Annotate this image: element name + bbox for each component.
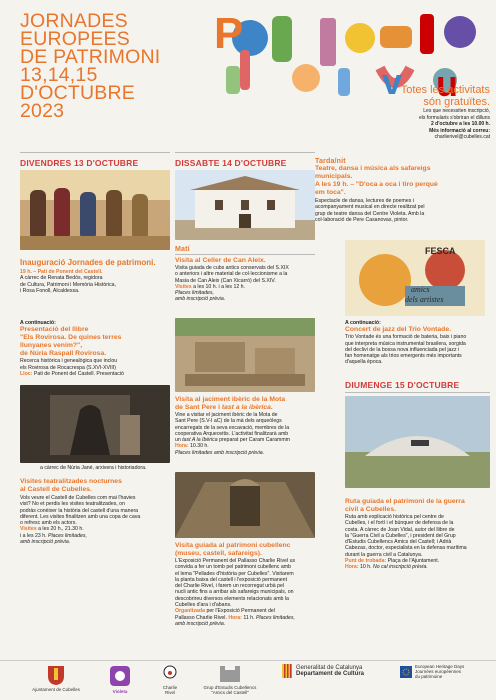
intro-label: A continuació: [345,320,381,326]
logo-grup-estudis [200,664,260,695]
text-line: o anteriors i altre material de col·leccionisme a la [175,271,288,278]
section-title: municipals. [315,173,353,180]
text-line: o refresc amb els actors. [20,520,77,527]
museum-image [175,472,315,538]
text-line: grup de teatre dansa del Centre Violeta. Amb la [315,210,425,217]
text-line: acompanyament musical en directe realitzat pel [315,204,425,211]
text-line: No cal inscripció prèvia. [373,564,428,571]
section-celler [175,246,315,303]
castle-icon [218,664,242,684]
text-line: per l'Exposició Permanent del [206,608,275,615]
logo-label: "Amics del Castell" [211,690,249,695]
section-jaciment [175,396,315,456]
section-jazz-concert [345,320,490,366]
text-line: amb inscripció prèvia. [175,620,226,627]
time-place: 19 h. – Pati de Ponent del Castell. [20,269,103,275]
day-header-friday: DIVENDRES 13 D'OCTUBRE [20,158,139,168]
text-line: d'aquella època. [345,359,383,366]
text-line: del declivi de la bossa nova influenciada pel jazz i [345,346,460,353]
section-civil-war-route [345,498,490,571]
section-title: tast a la ibèrica. [221,404,273,411]
section-inauguracio [20,258,170,294]
section-title: de Núria Raspall Rovirosa. [20,350,107,358]
text-line: 10 h. [360,564,372,571]
section-guided-visit [175,542,315,627]
text-line: i Rosa Fonoll, Alcaldessa. [20,287,80,294]
logo-ajuntament [28,664,84,692]
text-line: podràs conèixer la història del castell d'una manera [20,507,139,514]
section-title: Visita guiada al patrimoni cubellenc [175,542,291,549]
poster-image [345,240,485,316]
text-line: amb inscripció prèvia. [20,539,71,546]
image-caption: a càrrec de Núria Jané, arxivera i historiadora. [40,465,147,471]
text-line: col·laboració de Pere Casanovas, pintor. [315,216,409,223]
logo-label: Generalitat de Catalunya [296,665,363,671]
text-line: de Cultura, Patrimoni i Memòria Històrica, [20,281,116,288]
logo-label: Grup d'Estudis Cubellencs [203,685,257,690]
divider [175,152,315,153]
text-line: 10.30 h. [190,443,209,450]
section-title: llunyanes venim?", [20,342,83,350]
note-line: Les que necessiten inscripció, [423,108,490,114]
logo-label: Charlie [162,685,178,690]
registration-note [330,108,490,141]
event-title [20,12,200,120]
poster-text: amics [411,285,430,294]
text-line: Vine a visitar el jaciment ibèric de la Mota de [175,412,278,418]
senyera-icon [282,664,292,678]
evening-label: Tarda/nit [315,158,346,165]
visits-label: Visites [20,526,37,533]
text-line: Cabezas, doctor, especialista en la defensa marítima [345,545,467,552]
section-title: civil a Cubelles. [345,506,396,513]
text-line: vist? No et perdis les visites teatralitzades, on [20,501,125,508]
clown-icon [161,664,179,684]
text-line: costa. A càrrec de Joan Vidal, autor del llibre de [345,526,455,533]
divider [20,152,170,153]
contact-email[interactable]: charlierivel@cubelles.cat [434,134,490,140]
coat-of-arms-icon [46,664,66,686]
text-line: i a les 23 h. [20,532,47,539]
day-header-saturday: DISSABTE 14 D'OCTUBRE [175,158,287,168]
text-line: A càrrec de Renata Bedós, regidora [20,275,103,282]
text-line: que interpreta música instrumental brasilera, sorgida [345,340,466,347]
logo-label: Departament de Cultura [296,671,365,677]
text-line: 11 h. [243,614,255,621]
text-line: Visita guiada de cubs antics conservats del S.XIX [175,265,289,271]
section-book-presentation [20,320,170,377]
text-line: tast A la Ibèrica [182,437,218,444]
logo-label: Rivel [164,690,175,695]
text-line: fan homenatge als trios emergents més importants [345,353,462,360]
text-line: Recerca històrica i genealògica que inclou [20,358,118,365]
text-line: diferent. Les visites finalitzen amb una copa de cava [20,513,141,520]
meeting-point-label: Punt de trobada: [345,558,387,565]
title-line: D'OCTUBRE [20,82,135,104]
logo-label: Journées européennes [415,669,462,674]
logo-violeta [100,664,140,694]
text-line: del Charlie Rivel, i farem un recorregut urbà pel [175,583,284,590]
title-line: EUROPEES [20,28,130,50]
text-line: Masia de Can Aleix (Can Xicarró) del S.XIV. [175,277,276,284]
text-line: Pallasso Charlie Rivel. [175,614,227,621]
note-line: 2 d'octubre a les 10.00 h. [431,121,490,127]
text-line: a les 20 h., 21.30 h. [38,526,84,533]
day-header-sunday: DIUMENGE 15 D'OCTUBRE [345,380,460,390]
title-line: JORNADES [20,10,128,32]
text-line: Vols veure el Castell de Cubelles com mai l'havies [20,495,136,501]
section-title: Teatre, dansa i música als safareigs [315,165,431,172]
section-title: al Castell de Cubelles. [20,486,92,493]
section-theatrical-visits [20,478,170,545]
section-title: A les 19 h. – "D'oca a oca i tiro perquè [315,181,438,188]
text-line: Plaça de l'Ajuntament. [387,558,440,565]
masia-image [175,170,315,240]
bunker-image [345,396,490,488]
text-line: cooperativa Arqueovitis. L'activitat finalitzarà amb [175,430,289,437]
text-line: Cubelles, i el fortí i el búnquer de defensa de la [345,520,454,527]
text-line: Pati de Ponent del Castell. Presentació [33,370,124,377]
title-line: 2023 [20,100,65,122]
note-line: Més informació al correu: [429,127,490,134]
text-line: la planta baixa del castell i l'exposició permanent [175,576,288,583]
morning-label: Matí [175,246,190,253]
logo-letter: P [214,9,244,58]
logo-letter: v [382,61,403,100]
intro-label: A continuació: [20,320,56,326]
poster-text: FESCA [425,246,456,256]
section-title: Visites teatralitzades nocturnes [20,478,122,485]
section-title: Ruta guiada el patrimoni de la guerra [345,498,465,505]
text-line: la "Guerra Civil a Cubelles", i president del Grup [345,532,456,539]
text-line: Espectacle de dansa, lectures de poemes i [315,198,414,204]
section-title: de Sant Pere i [175,404,220,411]
logo-label: Violeta [112,689,128,694]
violeta-icon [108,664,132,688]
section-title: Visita al Celler de Can Aleix. [175,257,266,264]
text-line: d'Estudis Cubellencs Amics del Castell; i Adrià [345,539,452,546]
text-line: el lema "Pellades d'història per Cubelles". Visitarem [175,570,294,577]
logo-letter: u [436,63,458,100]
divider [345,392,490,393]
time-label: Hora: [228,614,242,621]
text-line: Sant Pere (S.V-I aC) de la mà dels arqueòlegs [175,418,282,425]
text-line: els Rovirosa de Rocacrespa (S.XVI-XVIII) [20,364,117,371]
logo-label: Ajuntament de Cubelles [32,687,80,692]
eu-flag-icon [400,666,412,678]
text-line: durant la guerra civil a Catalunya. [345,551,423,558]
text-line: amb inscripció prèvia. [175,296,226,303]
visits-label: Visites [175,283,192,290]
place-label: Lloc: [20,370,33,377]
text-line: preparat per Caram Carammm [219,437,290,444]
section-title: Concert de jazz del Trio Vontade. [345,326,451,334]
section-title: em toca". [315,189,346,196]
section-safareigs [315,158,485,223]
text-line: Cubelles d'ara i d'abans. [175,602,232,609]
title-line: 13,14,15 [20,64,98,86]
free-activities-note: Totes les activitats són gratuïtes. [400,84,490,108]
section-title: Inauguració Jornades de patrimoni. [20,258,156,267]
text-line: Places limitades amb inscripció prèvia. [175,449,265,456]
text-line: a les 10 h. i a les 12 h. [193,283,246,290]
logo-european-heritage [400,664,490,679]
text-line: L'Exposició Permanent del Pallasso Charlie Rivel us [175,558,296,564]
section-title: Presentació del llibre [20,326,89,334]
logo-generalitat [282,664,382,678]
time-label: Hora: [345,564,359,571]
section-title: (museu, castell, safareigs). [175,550,262,557]
painting-image [20,170,170,250]
text-line: un [175,437,181,444]
poster-text: dels artistes [405,295,444,304]
title-line: DE PATRIMONI [20,46,161,68]
text-line: convida a fer un tomb pel patrimoni cubellenc amb [175,564,291,571]
time-label: Hora: [175,443,189,450]
castle-interior-image [20,385,170,463]
text-line: nucli antic fins a arribar als safareigs municipals, on [175,589,294,596]
excavation-image [175,318,315,392]
section-title: "Els Rovirosa. De quines terres [20,334,122,342]
note-line: els formularis s'obriran el dilluns [419,114,490,121]
logo-label: European Heritage Days [415,664,465,669]
logo-charlie-rivel [150,664,190,695]
text-line: Ruta amb explicació històrica pel centre de [345,514,444,520]
text-line: descobrireu diversos elements relacionats amb la [175,595,289,602]
text-line: Places limitades, [175,290,214,297]
section-title: Visita al jaciment ibèric de la Mota [175,396,286,403]
organizer-label: Organitzada [175,608,205,615]
text-line: Places limitades, [255,614,295,621]
logo-label: du patrimoine [415,674,443,679]
text-line: Trio Vontade és una formació de bateria, baix i piano [345,334,467,341]
text-line: encarregats de la seva excavació, membres de la [175,424,290,431]
text-line: Places limitades, [47,532,87,539]
